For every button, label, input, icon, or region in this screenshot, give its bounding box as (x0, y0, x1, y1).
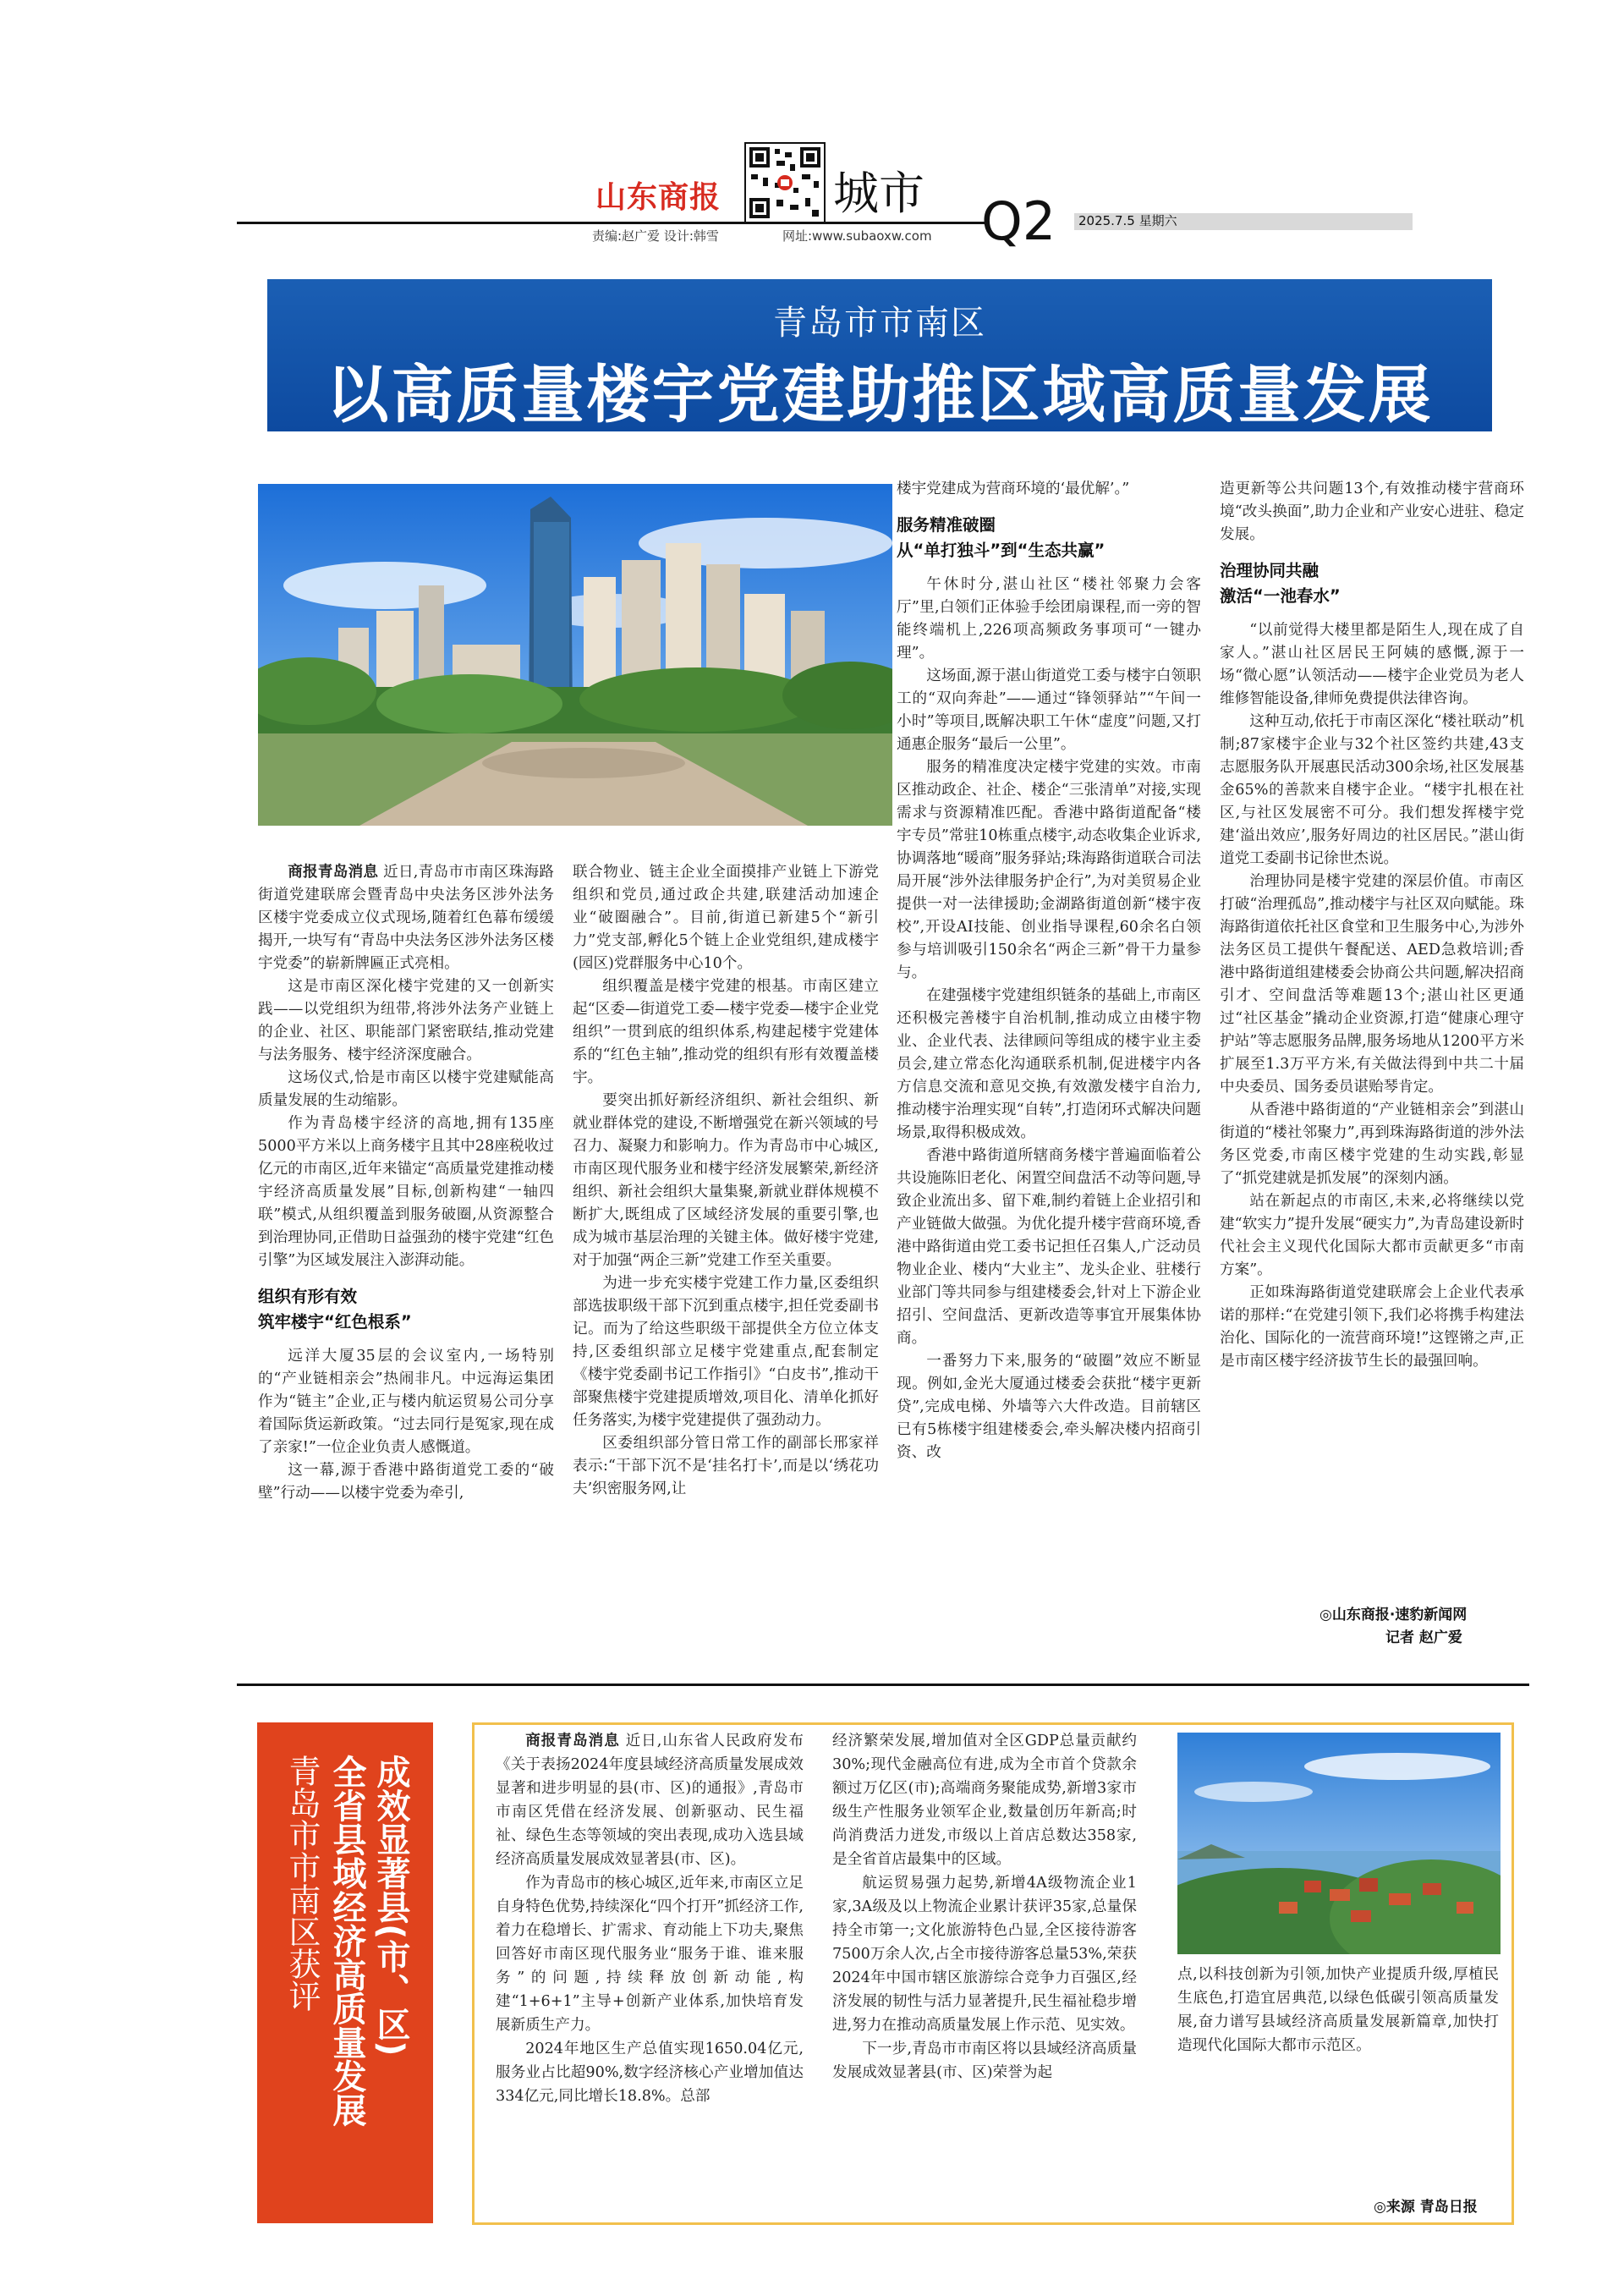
article1-column-1 (258, 861, 554, 1505)
subheading (1220, 558, 1524, 609)
paragraph: 这种互动,依托于市南区深化“楼社联动”机制;87家楼宇企业与32个社区签约共建,43支志愿服务队开展惠民活动300余场,社区发展基金65%的善款来自楼宇企业。“楼宇扎根在社区,与社区发展密不可分。我们想发挥楼宇党建‘溢出效应’,服务好周边的社区居民。”湛山街道党工委副书记徐世杰说。 (1220, 713, 1524, 867)
paragraph: 联合物业、链主企业全面摸排产业链上下游党组织和党员,通过政企共建,联建活动加速企业“破圈融合”。目前,街道已新建5个“新引力”党支部,孵化5个链上企业党组织,建成楼宇(园区)党群服务中心10个。 (573, 864, 879, 972)
subheading-line-1: 治理协同共融 (1220, 561, 1320, 580)
paragraph: 近日,山东省人民政府发布《关于表扬2024年度县域经济高质量发展成效显著和进步明显的县(市、区)的通报》,青岛市市南区凭借在经济发展、创新驱动、民生福祉、绿色生态等领域的突出表现,成功入选县域经济高质量发展成效显著县(市、区)。 (496, 1733, 804, 1868)
paragraph: 这一幕,源于香港中路街道党工委的“破壁”行动——以楼宇党委为牵引, (258, 1462, 554, 1502)
paragraph: 经济繁荣发展,增加值对全区GDP总量贡献约30%;现代金融高位有进,成为全市首个贷款余额过万亿区(市);高端商务聚能成势,新增3家市级生产性服务业领军企业,数量创历年新高;时尚消费活力迸发,市级以上首店总数达358家,是全省首店最集中的区域。 (832, 1733, 1137, 1868)
paragraph: 组织覆盖是楼宇党建的根基。市南区建立起“区委—街道党工委—楼宇党委—楼宇企业党组织”一贯到底的组织体系,构建起楼宇党建体系的“红色主轴”,推动党的组织有形有效覆盖楼宇。 (573, 978, 879, 1086)
paragraph: 楼宇党建成为营商环境的‘最优解’。” (897, 481, 1130, 497)
headline-banner (267, 279, 1492, 431)
subheading-line-1: 组织有形有效 (258, 1287, 358, 1306)
masthead (0, 0, 1624, 254)
byline (1320, 1604, 1522, 1650)
article1-column-3 (897, 478, 1201, 1464)
paragraph: 区委组织部分管日常工作的副部长邢家祥表示:“干部下沉不是‘挂名打卡’,而是以‘绣花功夫’织密服务网,让 (573, 1435, 879, 1497)
article2-headline-line-2: 全省县域经济高质量发展 (327, 1755, 366, 2127)
website-link[interactable]: 网址:www.subaoxw.com (782, 228, 932, 244)
paragraph: 这场面,源于湛山街道党工委与楼宇白领职工的“双向奔赴”——通过“锋领驿站”“午间一小时”等项目,既解决职工午休“虚度”问题,又打通惠企服务“最后一公里”。 (897, 667, 1201, 753)
paragraph: 在建强楼宇党建组织链条的基础上,市南区还积极完善楼宇自治机制,推动成立由楼宇物业、企业代表、法律顾问等组成的楼宇业主委员会,建立常态化沟通联系机制,促进楼宇内各方信息交流和意见交换,有效激发楼宇自治力,推动楼宇治理实现“自转”,打造闭环式解决问题场景,取得积极成效。 (897, 987, 1201, 1141)
masthead-rule (237, 222, 985, 224)
article2-source: ◎来源 青岛日报 (1374, 2199, 1478, 2216)
subheading-line-2: 筑牢楼宇“红色根系” (258, 1312, 412, 1332)
paragraph: 近日,青岛市市南区珠海路街道党建联席会暨青岛中央法务区涉外法务区楼宇党委成立仪式现场,随着红色幕布缓缓揭开,一块写有“青岛中央法务区涉外法务区楼宇党委”的崭新牌匾正式亮相。 (258, 864, 554, 972)
paragraph: 2024年地区生产总值实现1650.04亿元,服务业占比超90%,数字经济核心产业增加值达334亿元,同比增长18.8%。总部 (496, 2041, 804, 2105)
paragraph: 航运贸易强力起势,新增4A级物流企业1家,3A级及以上物流企业累计获评35家,总量保持全市第一;文化旅游特色凸显,全区接待游客7500万余人次,占全市接待游客总量53%,荣获2024年中国市辖区旅游综合竞争力百强区,经济发展的韧性与活力显著提升,民生福祉稳步增进,努力在推动高质量发展上作示范、见实效。 (832, 1875, 1137, 2034)
subheading (897, 513, 1201, 563)
article1-column-4 (1220, 478, 1524, 1373)
paragraph: 远洋大厦35层的会议室内,一场特别的“产业链相亲会”热闹非凡。中远海运集团作为“链主”企业,正与楼内航运贸易公司分享着国际货运新政策。“过去同行是冤家,现在成了亲家!”一位企业负责人感慨道。 (258, 1348, 554, 1456)
paragraph: 要突出抓好新经济组织、新社会组织、新就业群体党的建设,不断增强党在新兴领域的号召力、凝聚力和影响力。作为青岛市中心城区,市南区现代服务业和楼宇经济发展繁荣,新经济组织、新社会组织大量集聚,新就业群体规模不断扩大,既组成了区域经济发展的重要引擎,也成为城市基层治理的关键主体。做好楼宇党建,对于加强“两企三新”党建工作至关重要。 (573, 1092, 879, 1269)
paragraph: 作为青岛市的核心城区,近年来,市南区立足自身特色优势,持续深化“四个打开”抓经济工作,着力在稳增长、扩需求、育动能上下功夫,聚焦回答好市南区现代服务业“服务于谁、谁来服务”的问题,持续释放创新动能,构建“1+6+1”主导+创新产业体系,加快培育发展新质生产力。 (496, 1875, 804, 2034)
subheading (258, 1284, 554, 1335)
paragraph: 一番努力下来,服务的“破圈”效应不断显现。例如,金光大厦通过楼委会获批“楼宇更新贷”,完成电梯、外墙等六大件改造。目前辖区已有5栋楼宇组建楼委会,牵头解决楼内招商引资、改 (897, 1353, 1201, 1461)
skyline-photo (258, 484, 892, 826)
section-name: 城市 (833, 167, 924, 220)
subheading-line-1: 服务精准破圈 (897, 515, 996, 535)
newspaper-brand: 山东商报 (595, 180, 721, 215)
page-number: Q2 (981, 190, 1056, 252)
paragraph: 作为青岛楼宇经济的高地,拥有135座5000平方米以上商务楼宇且其中28座税收过亿元的市南区,近年来锚定“高质量党建推动楼宇经济高质量发展”目标,创新构建“一轴四联”模式,从组织覆盖到服务破圈,从资源整合到治理协同,正借助日益强劲的楼宇党建“红色引擎”为区域发展注入澎湃动能。 (258, 1115, 554, 1269)
editors-credit: 责编:赵广爱 设计:韩雪 (592, 228, 719, 244)
qr-code-icon[interactable] (744, 142, 826, 223)
paragraph: 香港中路街道所辖商务楼宇普遍面临着公共设施陈旧老化、闲置空间盘活不动等问题,导致企业流出多、留下难,制约着链上企业招引和产业链做大做强。为优化提升楼宇营商环境,香港中路街道由党工委书记担任召集人,广泛动员物业企业、楼内“大业主”、龙头企业、驻楼行业部门等共同参与组建楼委会,针对上下游企业招引、空间盘活、更新改造等事宜开展集体协商。 (897, 1147, 1201, 1347)
paragraph: 这场仪式,恰是市南区以楼宇党建赋能高质量发展的生动缩影。 (258, 1069, 554, 1109)
lead-tag: 商报青岛消息 (288, 864, 379, 881)
paragraph: “以前觉得大楼里都是陌生人,现在成了自家人。”湛山社区居民王阿姨的感慨,源于一场“微心愿”认领活动——楼宇企业党员为老人维修智能设备,律师免费提供法律咨询。 (1220, 622, 1524, 707)
paragraph: 造更新等公共问题13个,有效推动楼宇营商环境“改头换面”,助力企业和产业安心进驻、稳定发展。 (1220, 481, 1524, 543)
article2-headline-line-3: 青岛市市南区获评 (283, 1755, 321, 2012)
paragraph: 这是市南区深化楼宇党建的又一创新实践——以党组织为纽带,将涉外法务产业链上的企业、社区、职能部门紧密联结,推动党建与法务服务、楼宇经济深度融合。 (258, 978, 554, 1063)
lead-tag: 商报青岛消息 (525, 1733, 620, 1749)
paragraph: 站在新起点的市南区,未来,必将继续以党建“软实力”提升发展“硬实力”,为青岛建设新时代社会主义现代化国际大都市贡献更多“市南方案”。 (1220, 1193, 1524, 1278)
headline-title: 以高质量楼宇党建助推区域高质量发展 (326, 359, 1434, 431)
paragraph: 服务的精准度决定楼宇党建的实效。市南区推动政企、社企、楼企“三张清单”对接,实现需求与资源精准匹配。香港中路街道配备“楼宇专员”常驻10栋重点楼宇,动态收集企业诉求,协调落地“暖商”服务驿站;珠海路街道联合司法局开展“涉外法律服务护企行”,为对美贸易企业提供一对一法律援助;金湖路街道创新“楼宇夜校”,开设AI技能、创业指导课程,60余名白领参与培训吸引150余名“两企三新”骨干力量参与。 (897, 759, 1201, 981)
byline-source: ◎山东商报·速豹新闻网 (1320, 1607, 1468, 1623)
coastal-city-photo (1177, 1733, 1501, 1954)
subheading-line-2: 从“单打独斗”到“生态共赢” (897, 541, 1106, 560)
paragraph: 午休时分,湛山社区“楼社邻聚力会客厅”里,白领们正体验手绘团扇课程,而一旁的智能终端机上,226项高频政务事项可“一键办理”。 (897, 576, 1201, 662)
article1-column-2 (573, 861, 879, 1501)
article2-column-1 (496, 1729, 804, 2108)
article2-headline-box (257, 1722, 433, 2223)
byline-reporter: 记者 赵广爱 (1385, 1629, 1462, 1646)
section-divider (237, 1684, 1529, 1686)
issue-date: 2025.7.5 星期六 (1078, 213, 1177, 228)
article2-column-2 (832, 1729, 1137, 2085)
paragraph: 正如珠海路街道党建联席会上企业代表承诺的那样:“在党建引领下,我们必将携手构建法治化、国际化的一流营商环境!”这铿锵之声,正是市南区楼宇经济拔节生长的最强回响。 (1220, 1284, 1524, 1370)
paragraph: 从香港中路街道的“产业链相亲会”到湛山街道的“楼社邻聚力”,再到珠海路街道的涉外法务区党委,市南区楼宇党建的生动实践,彰显了“抓党建就是抓发展”的深刻内涵。 (1220, 1101, 1524, 1187)
paragraph: 点,以科技创新为引领,加快产业提质升级,厚植民生底色,打造宜居典范,以绿色低碳引领高质量发展,奋力谱写县域经济高质量发展新篇章,加快打造现代化国际大都市示范区。 (1177, 1966, 1499, 2054)
paragraph: 治理协同是楼宇党建的深层价值。市南区打破“治理孤岛”,推动楼宇与社区双向赋能。珠海路街道依托社区食堂和卫生服务中心,为涉外法务区员工提供午餐配送、AED急救培训;香港中路街道组建楼委会协商公共问题,解决招商引才、空间盘活等难题13个;湛山社区更通过“社区基金”撬动企业资源,打造“健康心理守护站”等志愿服务品牌,服务场地从1200平方米扩展至1.3万平方米,有关做法得到中共二十届中央委员、国务委员谌贻琴肯定。 (1220, 873, 1524, 1096)
article2-headline-line-1: 成效显著县(市、区) (371, 1755, 410, 2057)
headline-subtitle: 青岛市市南区 (773, 304, 986, 343)
paragraph: 下一步,青岛市市南区将以县域经济高质量发展成效显著县(市、区)荣誉为起 (832, 2041, 1137, 2081)
article2-column-3 (1177, 1963, 1499, 2057)
paragraph: 为进一步充实楼宇党建工作力量,区委组织部选拔职级干部下沉到重点楼宇,担任党委副书记。而为了给这些职级干部提供全方位立体支持,区委组织部立足楼宇党建重点,配套制定《楼宇党委副书记工作指引》“白皮书”,推动干部聚焦楼宇党建提质增效,项目化、清单化抓好任务落实,为楼宇党建提供了强劲动力。 (573, 1275, 879, 1429)
subheading-line-2: 激活“一池春水” (1220, 586, 1341, 606)
